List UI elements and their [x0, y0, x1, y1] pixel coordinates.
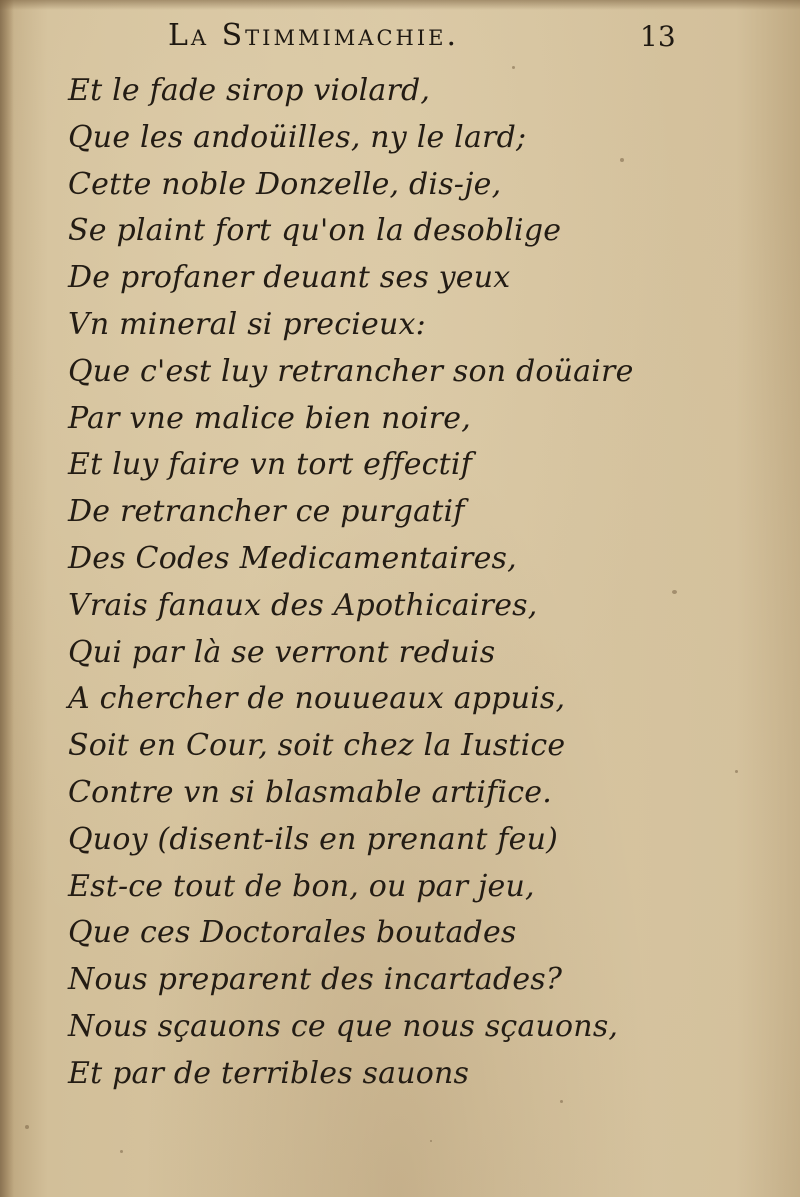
verse-line: Et luy faire vn tort effectif	[68, 447, 473, 483]
verse-line: Nous sçauons ce que nous sçauons,	[68, 1008, 619, 1044]
page-gutter-shadow	[0, 0, 14, 1197]
verse-line: De profaner deuant ses yeux	[68, 260, 511, 296]
verse-line: Que ces Doctorales boutades	[68, 915, 517, 951]
paper-speck	[120, 1150, 123, 1153]
page-number: 13	[640, 20, 676, 53]
paper-speck	[560, 1100, 563, 1103]
verse-line: Des Codes Medicamentaires,	[68, 540, 517, 576]
verse-line: De retrancher ce purgatif	[68, 494, 465, 530]
verse-line: A chercher de nouueaux appuis,	[68, 681, 566, 717]
verse-line: Quoy (disent-ils en prenant feu)	[68, 821, 559, 857]
paper-speck	[430, 1140, 432, 1142]
verse-text	[68, 68, 708, 1098]
verse-line: Nous preparent des incartades?	[68, 962, 563, 998]
verse-line: Et par de terribles sauons	[68, 1055, 470, 1091]
verse-line: Soit en Cour, soit chez la Iustice	[68, 728, 566, 764]
paper-speck	[735, 770, 738, 773]
verse-line: Qui par là se verront reduis	[68, 634, 496, 670]
page-top-shadow	[0, 0, 800, 10]
verse-line: Vrais fanaux des Apothicaires,	[68, 587, 538, 623]
verse-line: Vn mineral si precieux:	[68, 306, 426, 342]
verse-line: Est-ce tout de bon, ou par jeu,	[68, 868, 535, 904]
verse-line: Que c'est luy retrancher son doüaire	[68, 353, 634, 389]
verse-line: Et le fade sirop violard,	[68, 73, 431, 108]
paper-speck	[25, 1125, 29, 1129]
verse-line: Que les andoüilles, ny le lard;	[68, 119, 527, 155]
verse-line: Cette noble Donzelle, dis-je,	[68, 166, 502, 202]
running-title: La Stimmimachie.	[168, 18, 459, 53]
verse-line: Par vne malice bien noire,	[68, 400, 471, 436]
verse-line: Contre vn si blasmable artifice.	[68, 774, 552, 810]
verse-line: Se plaint fort qu'on la desoblige	[68, 213, 562, 249]
